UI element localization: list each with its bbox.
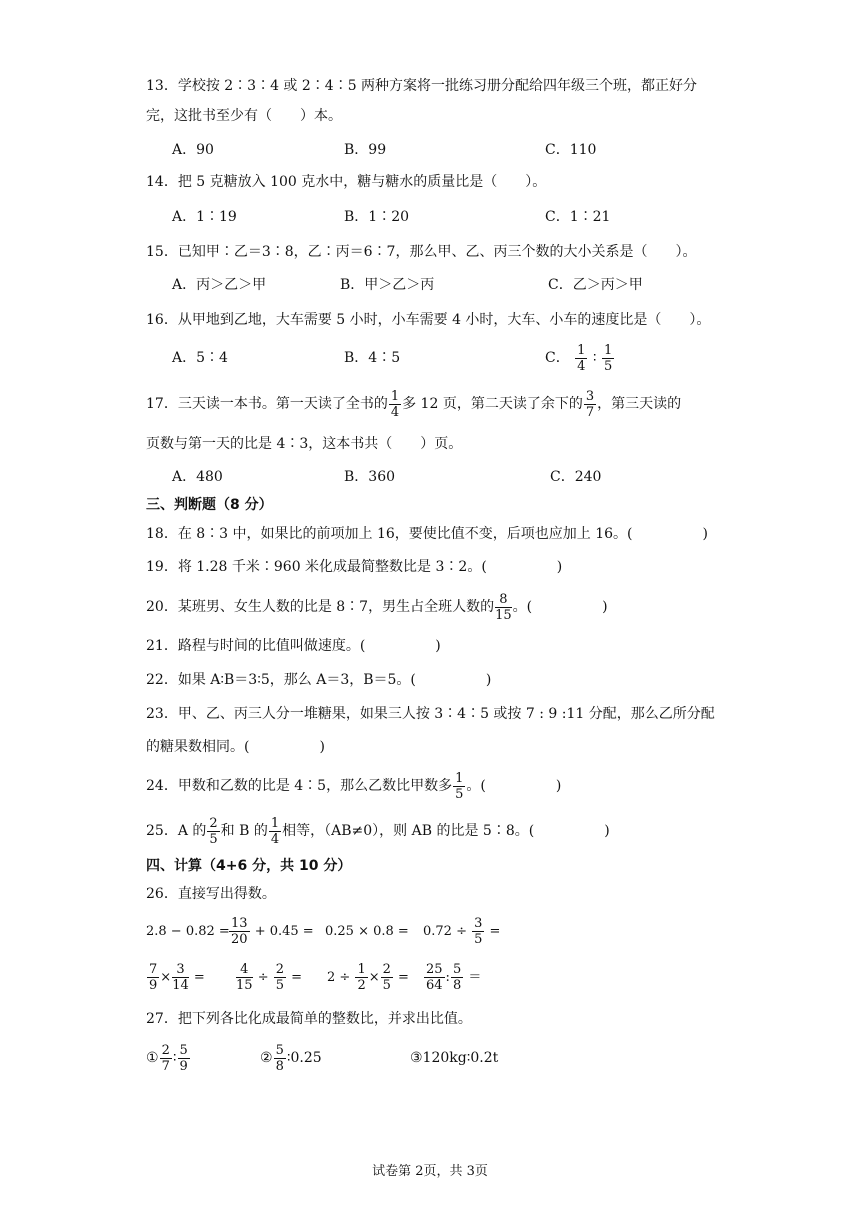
q27-item-1-fraction-1: $\frac{2}{7}$ bbox=[161, 1042, 170, 1074]
q15-option-a[interactable]: A．丙＞乙＞甲 bbox=[172, 277, 267, 293]
q13-option-c[interactable]: C．110 bbox=[545, 142, 597, 158]
q26-calc-7-fraction-1: $\frac{1}{2}$ bbox=[357, 962, 366, 993]
q24-fraction-1-5: $\frac{1}{5}$ bbox=[455, 770, 464, 802]
q16-option-c-fraction-2: $\frac{1}{5}$ bbox=[604, 342, 613, 374]
q13-line2: 完，这批书至少有（ ）本。 bbox=[146, 108, 342, 124]
page-footer: 试卷第 2页，共 3页 bbox=[372, 1164, 488, 1179]
q27-item-2-fraction: $\frac{5}{8}$ bbox=[275, 1042, 284, 1074]
q21-text: 21．路程与时间的比值叫做速度。( ) bbox=[146, 638, 441, 654]
q20-fraction-8-15: $\frac{8}{15}$ bbox=[495, 591, 512, 623]
q15-option-c[interactable]: C．乙＞丙＞甲 bbox=[548, 277, 643, 293]
q17-fraction-3-7: $\frac{3}{7}$ bbox=[585, 388, 595, 420]
q16-option-b[interactable]: B．4∶5 bbox=[344, 350, 401, 366]
section-3-heading: 三、判断题（8 分） bbox=[146, 497, 273, 513]
q23-line2: 的糖果数相同。( ) bbox=[146, 739, 325, 755]
q17-line2: 页数与第一天的比是 4∶3，这本书共（ ）页。 bbox=[146, 436, 463, 452]
q16-option-c-separator: ∶ bbox=[592, 350, 597, 366]
q26-calc-4: 0.72 ÷ $\frac{3}{5}$ = bbox=[423, 916, 501, 947]
section-4-heading: 四、计算（4+6 分，共 10 分） bbox=[146, 858, 352, 874]
q18-text: 18．在 8∶3 中，如果比的前项加上 16，要使比值不变，后项也应加上 16。( ) bbox=[146, 526, 708, 542]
q26-calc-2: $\frac{13}{20}$ + 0.45 = bbox=[231, 916, 314, 947]
q26-calc-6-fraction-2: $\frac{2}{5}$ bbox=[275, 962, 285, 993]
q14-option-a[interactable]: A．1∶19 bbox=[172, 209, 237, 225]
q26-calc-8-fraction-1: $\frac{25}{64}$ bbox=[426, 962, 443, 993]
q16-option-c-fraction-1: $\frac{1}{4}$ bbox=[577, 342, 586, 374]
q26-calc-3: 0.25 × 0.8 = bbox=[325, 924, 409, 939]
q13-option-b[interactable]: B．99 bbox=[344, 142, 387, 158]
q26-calc-7-fraction-2: $\frac{2}{5}$ bbox=[382, 962, 391, 993]
q22-text: 22．如果 A∶B＝3∶5，那么 A＝3，B＝5。( ) bbox=[146, 672, 492, 688]
q16-option-a[interactable]: A．5∶4 bbox=[172, 350, 228, 366]
q19-text: 19．将 1.28 千米∶960 米化成最简整数比是 3∶2。( ) bbox=[146, 559, 563, 575]
q26-calc-7: 2 ÷ $\frac{1}{2}$ × $\frac{2}{5}$ = bbox=[327, 962, 409, 993]
q27-item-1-fraction-2: $\frac{5}{9}$ bbox=[179, 1042, 188, 1074]
q16-option-c-prefix: C． bbox=[545, 350, 570, 366]
q14-option-b[interactable]: B．1∶20 bbox=[344, 209, 410, 225]
q16-option-c[interactable] bbox=[545, 338, 615, 378]
q15-option-b[interactable]: B．甲＞乙＞丙 bbox=[340, 277, 435, 293]
q13-option-a[interactable]: A．90 bbox=[172, 142, 214, 158]
q26-calc-8-fraction-2: $\frac{5}{8}$ bbox=[452, 962, 462, 993]
q15-text: 15．已知甲∶乙＝3∶8，乙∶丙＝6∶7，那么甲、乙、丙三个数的大小关系是（ ）。 bbox=[146, 244, 697, 260]
q27-item-2: ② $\frac{5}{8}$ ∶0.25 bbox=[260, 1042, 322, 1074]
q24-text: 24．甲数和乙数的比是 4∶5，那么乙数比甲数多 $\frac{1}{5}$ 。( ) bbox=[146, 770, 562, 802]
q26-calc-5-fraction-2: $\frac{3}{14}$ bbox=[172, 962, 189, 993]
q20-text: 20．某班男、女生人数的比是 8∶7，男生占全班人数的 $\frac{8}{15}$ 。( ) bbox=[146, 591, 608, 623]
q27-item-3: ③120kg∶0.2t bbox=[410, 1050, 499, 1066]
q23-line1: 23．甲、乙、丙三人分一堆糖果，如果三人按 3∶4∶5 或按 7 : 9 :11 分配，那么乙所分配 bbox=[146, 706, 715, 722]
q26-calc-5: $\frac{7}{9}$ × $\frac{3}{14}$ = bbox=[149, 962, 205, 993]
q17-line1: 17．三天读一本书。第一天读了全书的 $\frac{1}{4}$ 多 12 页，第二天读了余下的 $\frac{3}{7}$ ，第三天读的 bbox=[146, 388, 682, 420]
q26-calc-1: 2.8 − 0.82 = bbox=[146, 924, 230, 939]
q25-text: 25．A 的 $\frac{2}{5}$ 和 B 的 $\frac{1}{4}$ 相等，（AB≠0），则 AB 的比是 5∶8。( ) bbox=[146, 815, 610, 847]
q27-item-1: ① $\frac{2}{7}$ ∶ $\frac{5}{9}$ bbox=[146, 1042, 188, 1074]
q26-title: 26．直接写出得数。 bbox=[146, 886, 276, 902]
q26-calc-6-fraction-1: $\frac{4}{15}$ bbox=[236, 962, 253, 993]
q14-text: 14．把 5 克糖放入 100 克水中，糖与糖水的质量比是（ ）。 bbox=[146, 174, 547, 190]
q17-option-b[interactable]: B．360 bbox=[344, 469, 396, 485]
q17-fraction-1-4: $\frac{1}{4}$ bbox=[390, 388, 400, 420]
q26-calc-6: $\frac{4}{15}$ ÷ $\frac{2}{5}$ = bbox=[236, 962, 303, 993]
q26-calc-4-fraction: $\frac{3}{5}$ bbox=[474, 916, 483, 947]
q17-option-a[interactable]: A．480 bbox=[172, 469, 223, 485]
q27-title: 27．把下列各比化成最简单的整数比，并求出比值。 bbox=[146, 1011, 472, 1027]
q26-calc-2-fraction: $\frac{13}{20}$ bbox=[231, 916, 248, 947]
q26-calc-5-fraction-1: $\frac{7}{9}$ bbox=[149, 962, 158, 993]
q26-calc-8: $\frac{25}{64}$ : $\frac{5}{8}$ ＝ bbox=[426, 962, 482, 993]
q25-fraction-1-4: $\frac{1}{4}$ bbox=[270, 815, 280, 847]
q16-text: 16．从甲地到乙地，大车需要 5 小时，小车需要 4 小时，大车、小车的速度比是（ ）。 bbox=[146, 312, 711, 328]
q14-option-c[interactable]: C．1∶21 bbox=[545, 209, 611, 225]
q17-option-c[interactable]: C．240 bbox=[550, 469, 602, 485]
q13-line1: 13．学校按 2∶3∶4 或 2∶4∶5 两种方案将一批练习册分配给四年级三个班，都正好分 bbox=[146, 78, 698, 94]
q25-fraction-2-5: $\frac{2}{5}$ bbox=[209, 815, 218, 847]
